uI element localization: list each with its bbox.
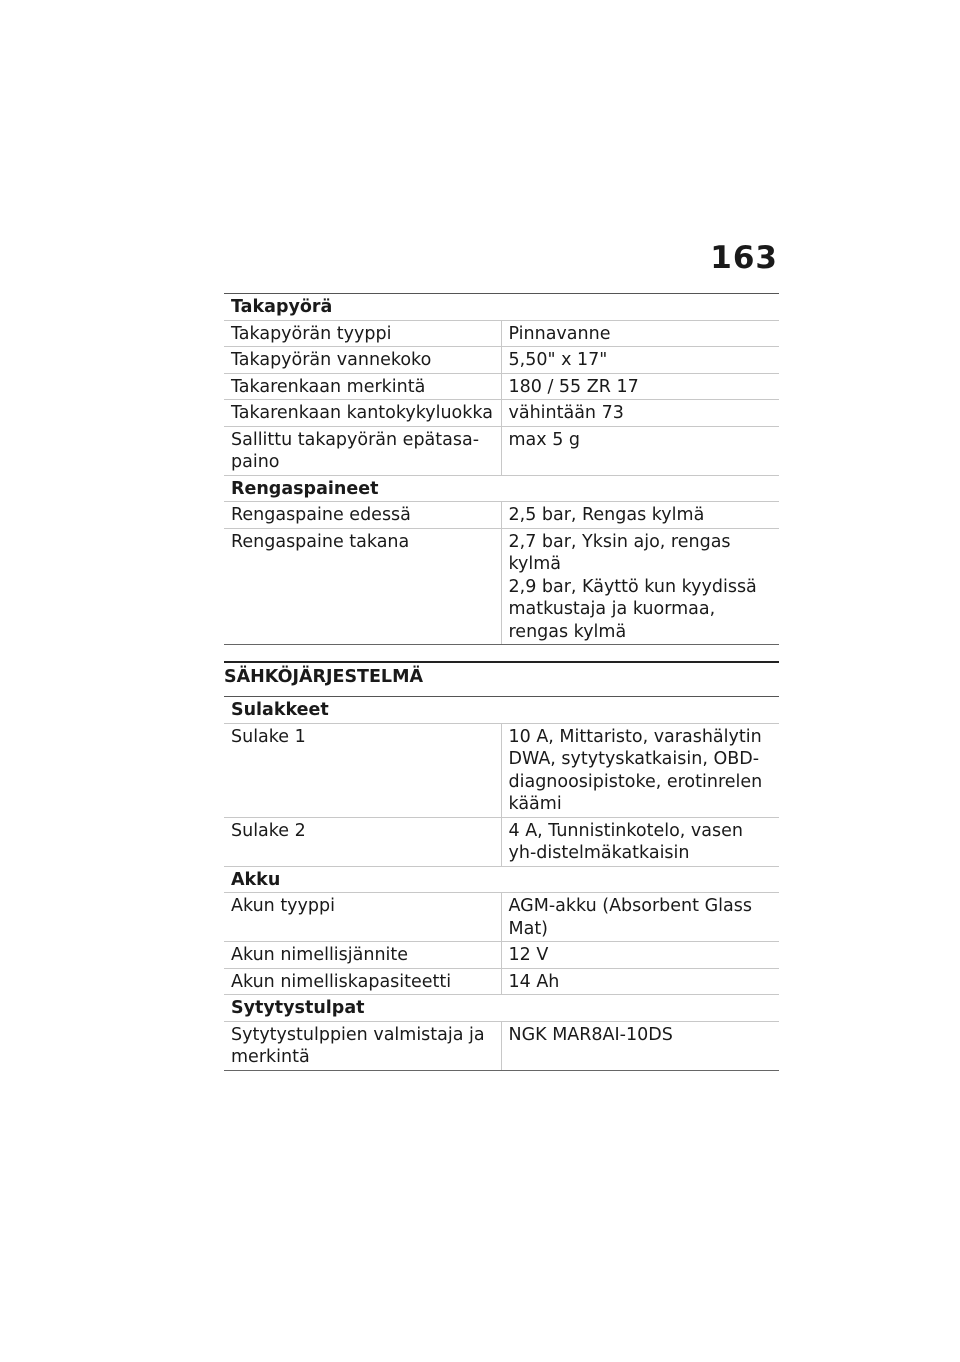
row-value	[501, 1021, 779, 1070]
table-row	[224, 942, 779, 969]
section-title: Rengaspaineet	[224, 475, 779, 502]
value-line: NGK MAR8AI-10DS	[508, 1024, 673, 1045]
table-row	[224, 528, 779, 645]
value-line: 4 A, Tunnistinkotelo, vasen yh-distelmäkatkaisin	[508, 820, 743, 863]
row-key: Akun nimellisjännite	[224, 942, 501, 969]
value-line: AGM-akku (Absorbent Glass Mat)	[508, 896, 752, 939]
row-key: Akun nimelliskapasiteetti	[224, 968, 501, 995]
value-line: 5,50" x 17"	[508, 350, 608, 370]
value-line: Pinnavanne	[508, 323, 611, 344]
value-line: 2,9 bar, Käyttö kun kyydissä matkustaja ja kuormaa, rengas kylmä	[508, 576, 757, 642]
row-key: Takapyörän tyyppi	[224, 320, 501, 347]
row-key: Sallittu takapyörän epätasa-paino	[224, 426, 501, 475]
row-key: Takapyörän vannekoko	[224, 347, 501, 374]
table-row	[224, 400, 779, 427]
electrical-table	[224, 696, 779, 1071]
section-title: Sulakkeet	[224, 697, 779, 724]
row-value	[501, 942, 779, 969]
row-value	[501, 502, 779, 529]
value-line: 10 A, Mittaristo, varashälytin DWA, sytytyskatkaisin, OBD-diagnoosipistoke, erotinrelen käämi	[508, 726, 763, 814]
row-key: Rengaspaine takana	[224, 528, 501, 645]
table-row	[224, 347, 779, 374]
section-title: Sytytystulpat	[224, 995, 779, 1022]
section-title: Takapyörä	[224, 294, 779, 321]
rear-wheel-table	[224, 293, 779, 645]
row-value	[501, 373, 779, 400]
row-key: Sytytystulppien valmistaja ja merkintä	[224, 1021, 501, 1070]
row-key: Takarenkaan merkintä	[224, 373, 501, 400]
row-value	[501, 347, 779, 374]
value-line: 2,5 bar, Rengas kylmä	[508, 505, 705, 525]
table-row	[224, 893, 779, 942]
section-title: Akku	[224, 866, 779, 893]
row-value	[501, 817, 779, 866]
row-value	[501, 426, 779, 475]
value-line: vähintään 73	[508, 403, 624, 423]
row-key: Sulake 2	[224, 817, 501, 866]
value-line: 2,7 bar, Yksin ajo, rengas kylmä	[508, 531, 731, 574]
table-row	[224, 502, 779, 529]
table-row	[224, 968, 779, 995]
row-value	[501, 400, 779, 427]
value-line: max 5 g	[508, 429, 580, 450]
row-value	[501, 968, 779, 995]
row-key: Rengaspaine edessä	[224, 502, 501, 529]
row-key: Takarenkaan kantokykyluokka	[224, 400, 501, 427]
row-key: Sulake 1	[224, 723, 501, 817]
table-row	[224, 426, 779, 475]
table-row	[224, 373, 779, 400]
spec-content	[224, 293, 779, 1071]
table-row	[224, 817, 779, 866]
row-key: Akun tyyppi	[224, 893, 501, 942]
value-line: 180 / 55 ZR 17	[508, 376, 639, 397]
row-value	[501, 893, 779, 942]
row-value	[501, 723, 779, 817]
table-row	[224, 320, 779, 347]
row-value	[501, 320, 779, 347]
row-value	[501, 528, 779, 645]
table-row	[224, 723, 779, 817]
value-line: 14 Ah	[508, 971, 560, 992]
value-line: 12 V	[508, 945, 549, 965]
page-number: 163	[710, 240, 778, 276]
section-heading: SÄHKÖJÄRJESTELMÄ	[224, 661, 779, 696]
table-row	[224, 1021, 779, 1070]
